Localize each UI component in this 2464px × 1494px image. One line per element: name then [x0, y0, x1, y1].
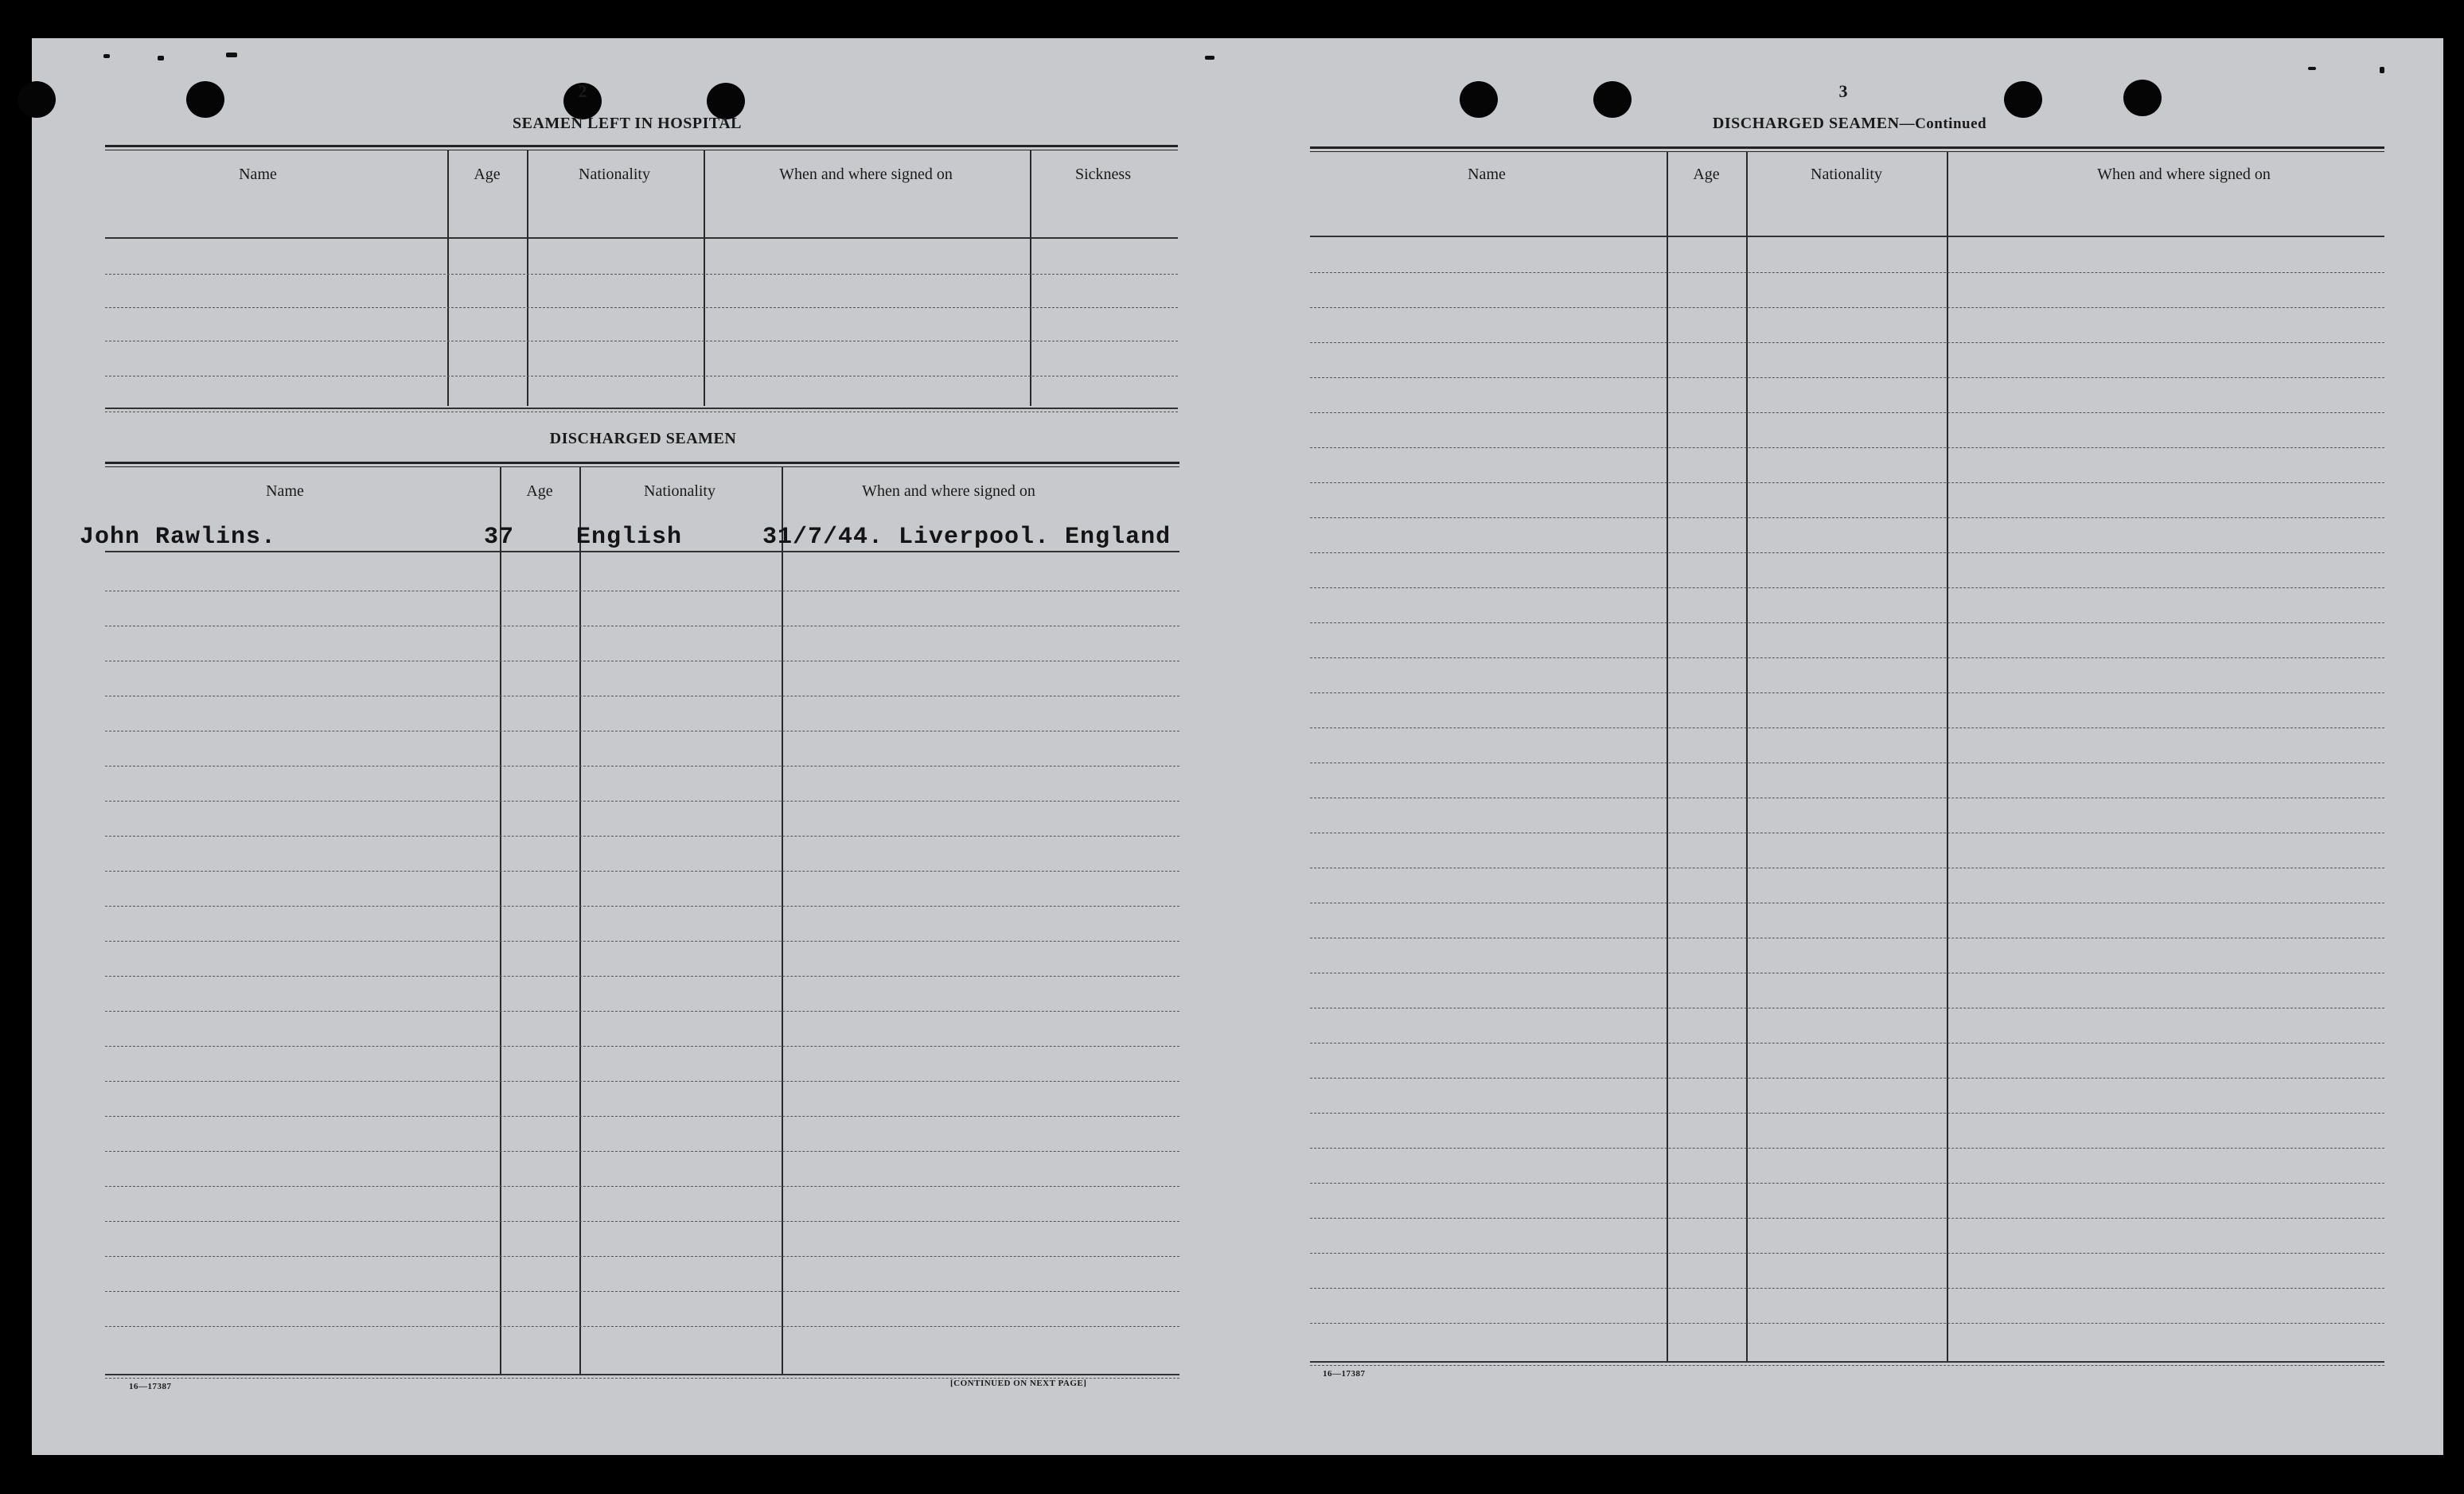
- table-bottom-rule: [105, 1374, 1179, 1375]
- ink-speck: [103, 54, 110, 58]
- row-rule: [1310, 727, 2384, 728]
- punch-hole: [2004, 81, 2042, 118]
- header-rule: [105, 551, 1179, 552]
- column-divider: [527, 150, 528, 406]
- column-header-signed-on: When and where signed on: [779, 166, 953, 183]
- document-sheet: [32, 38, 2443, 1455]
- punch-hole: [18, 81, 56, 118]
- row-rule: [105, 871, 1179, 872]
- punch-hole: [1593, 81, 1632, 118]
- continued-note: [CONTINUED ON NEXT PAGE]: [950, 1379, 1087, 1388]
- column-divider: [782, 466, 783, 1374]
- row-rule: [1310, 657, 2384, 658]
- table-top-rule: [1310, 146, 2384, 149]
- row-rule: [105, 1011, 1179, 1012]
- row-rule: [1310, 622, 2384, 623]
- form-number-right: 16—17387: [1323, 1369, 1366, 1379]
- row-rule: [105, 906, 1179, 907]
- table-top-rule: [105, 462, 1179, 464]
- row-rule: [1310, 1253, 2384, 1254]
- row-rule: [1310, 1078, 2384, 1079]
- column-divider: [1746, 151, 1748, 1361]
- entry-nationality: English: [576, 524, 683, 551]
- continued-table: [1310, 146, 2384, 1420]
- column-divider: [579, 466, 581, 1374]
- column-divider: [500, 466, 501, 1374]
- row-rule: [105, 1221, 1179, 1222]
- column-divider: [1947, 151, 1948, 1361]
- row-rule: [105, 1186, 1179, 1187]
- row-rule: [1310, 307, 2384, 308]
- row-rule: [1310, 1288, 2384, 1289]
- column-header-nationality: Nationality: [644, 482, 715, 500]
- page-number-right: 3: [1838, 81, 1848, 101]
- row-rule: [1310, 1148, 2384, 1149]
- ink-speck: [226, 53, 237, 57]
- column-header-signed-on: When and where signed on: [2097, 166, 2271, 183]
- row-rule: [1310, 587, 2384, 588]
- hospital-section-title: SEAMEN LEFT IN HOSPITAL: [512, 115, 743, 132]
- column-header-signed-on: When and where signed on: [862, 482, 1035, 500]
- entry-age: 37: [484, 524, 515, 551]
- row-rule: [1310, 447, 2384, 448]
- column-divider: [1667, 151, 1668, 1361]
- column-header-nationality: Nationality: [1811, 166, 1882, 183]
- row-rule: [1310, 1113, 2384, 1114]
- row-rule: [105, 801, 1179, 802]
- row-rule: [1310, 377, 2384, 378]
- column-divider: [704, 150, 705, 406]
- entry-signed-on: 31/7/44. Liverpool. England: [762, 524, 1172, 551]
- row-rule: [105, 941, 1179, 942]
- table-bottom-rule: [105, 408, 1178, 409]
- row-rule: [1310, 692, 2384, 693]
- row-rule: [105, 1256, 1179, 1257]
- punch-hole: [1460, 81, 1498, 118]
- column-header-name: Name: [266, 482, 304, 500]
- row-rule: [105, 274, 1178, 275]
- header-rule: [105, 237, 1178, 239]
- row-rule: [105, 1116, 1179, 1117]
- row-rule: [105, 1046, 1179, 1047]
- row-rule: [1310, 272, 2384, 273]
- punch-hole: [2123, 80, 2162, 116]
- column-divider: [1030, 150, 1031, 406]
- ink-speck: [1205, 56, 1214, 60]
- header-rule: [1310, 236, 2384, 237]
- ink-speck: [158, 56, 164, 60]
- hospital-table: [105, 145, 1178, 455]
- column-header-age: Age: [1693, 166, 1720, 183]
- row-rule: [105, 1326, 1179, 1327]
- column-header-nationality: Nationality: [579, 166, 650, 183]
- continued-title-suffix: —Continued: [1899, 115, 1987, 132]
- row-rule: [105, 307, 1178, 308]
- row-rule: [105, 1291, 1179, 1292]
- punch-hole: [186, 81, 224, 118]
- row-rule: [1310, 552, 2384, 553]
- row-rule: [1310, 482, 2384, 483]
- row-rule: [1310, 1183, 2384, 1184]
- column-divider: [447, 150, 449, 406]
- table-bottom-rule: [1310, 1361, 2384, 1363]
- ink-speck: [2308, 67, 2316, 70]
- row-rule: [1310, 412, 2384, 413]
- entry-name: John Rawlins.: [80, 524, 277, 551]
- column-header-age: Age: [474, 166, 501, 183]
- ink-speck: [2380, 67, 2384, 73]
- row-rule: [1310, 1218, 2384, 1219]
- discharged-table: [105, 462, 1179, 1425]
- column-header-name: Name: [239, 166, 277, 183]
- form-number-left: 16—17387: [129, 1382, 172, 1391]
- row-rule: [105, 766, 1179, 767]
- row-rule: [105, 1081, 1179, 1082]
- row-rule: [1310, 342, 2384, 343]
- row-rule: [105, 836, 1179, 837]
- row-rule: [1310, 1323, 2384, 1324]
- row-rule: [105, 1151, 1179, 1152]
- page-number-left: 2: [578, 81, 587, 101]
- continued-section-title: [1713, 115, 1986, 133]
- column-header-name: Name: [1468, 166, 1506, 183]
- table-top-rule: [105, 145, 1178, 147]
- continued-title-main: DISCHARGED SEAMEN: [1712, 115, 1900, 132]
- column-header-sickness: Sickness: [1075, 166, 1131, 183]
- discharged-section-title: DISCHARGED SEAMEN: [549, 430, 737, 447]
- row-rule: [1310, 517, 2384, 518]
- row-rule: [105, 976, 1179, 977]
- column-header-age: Age: [526, 482, 553, 500]
